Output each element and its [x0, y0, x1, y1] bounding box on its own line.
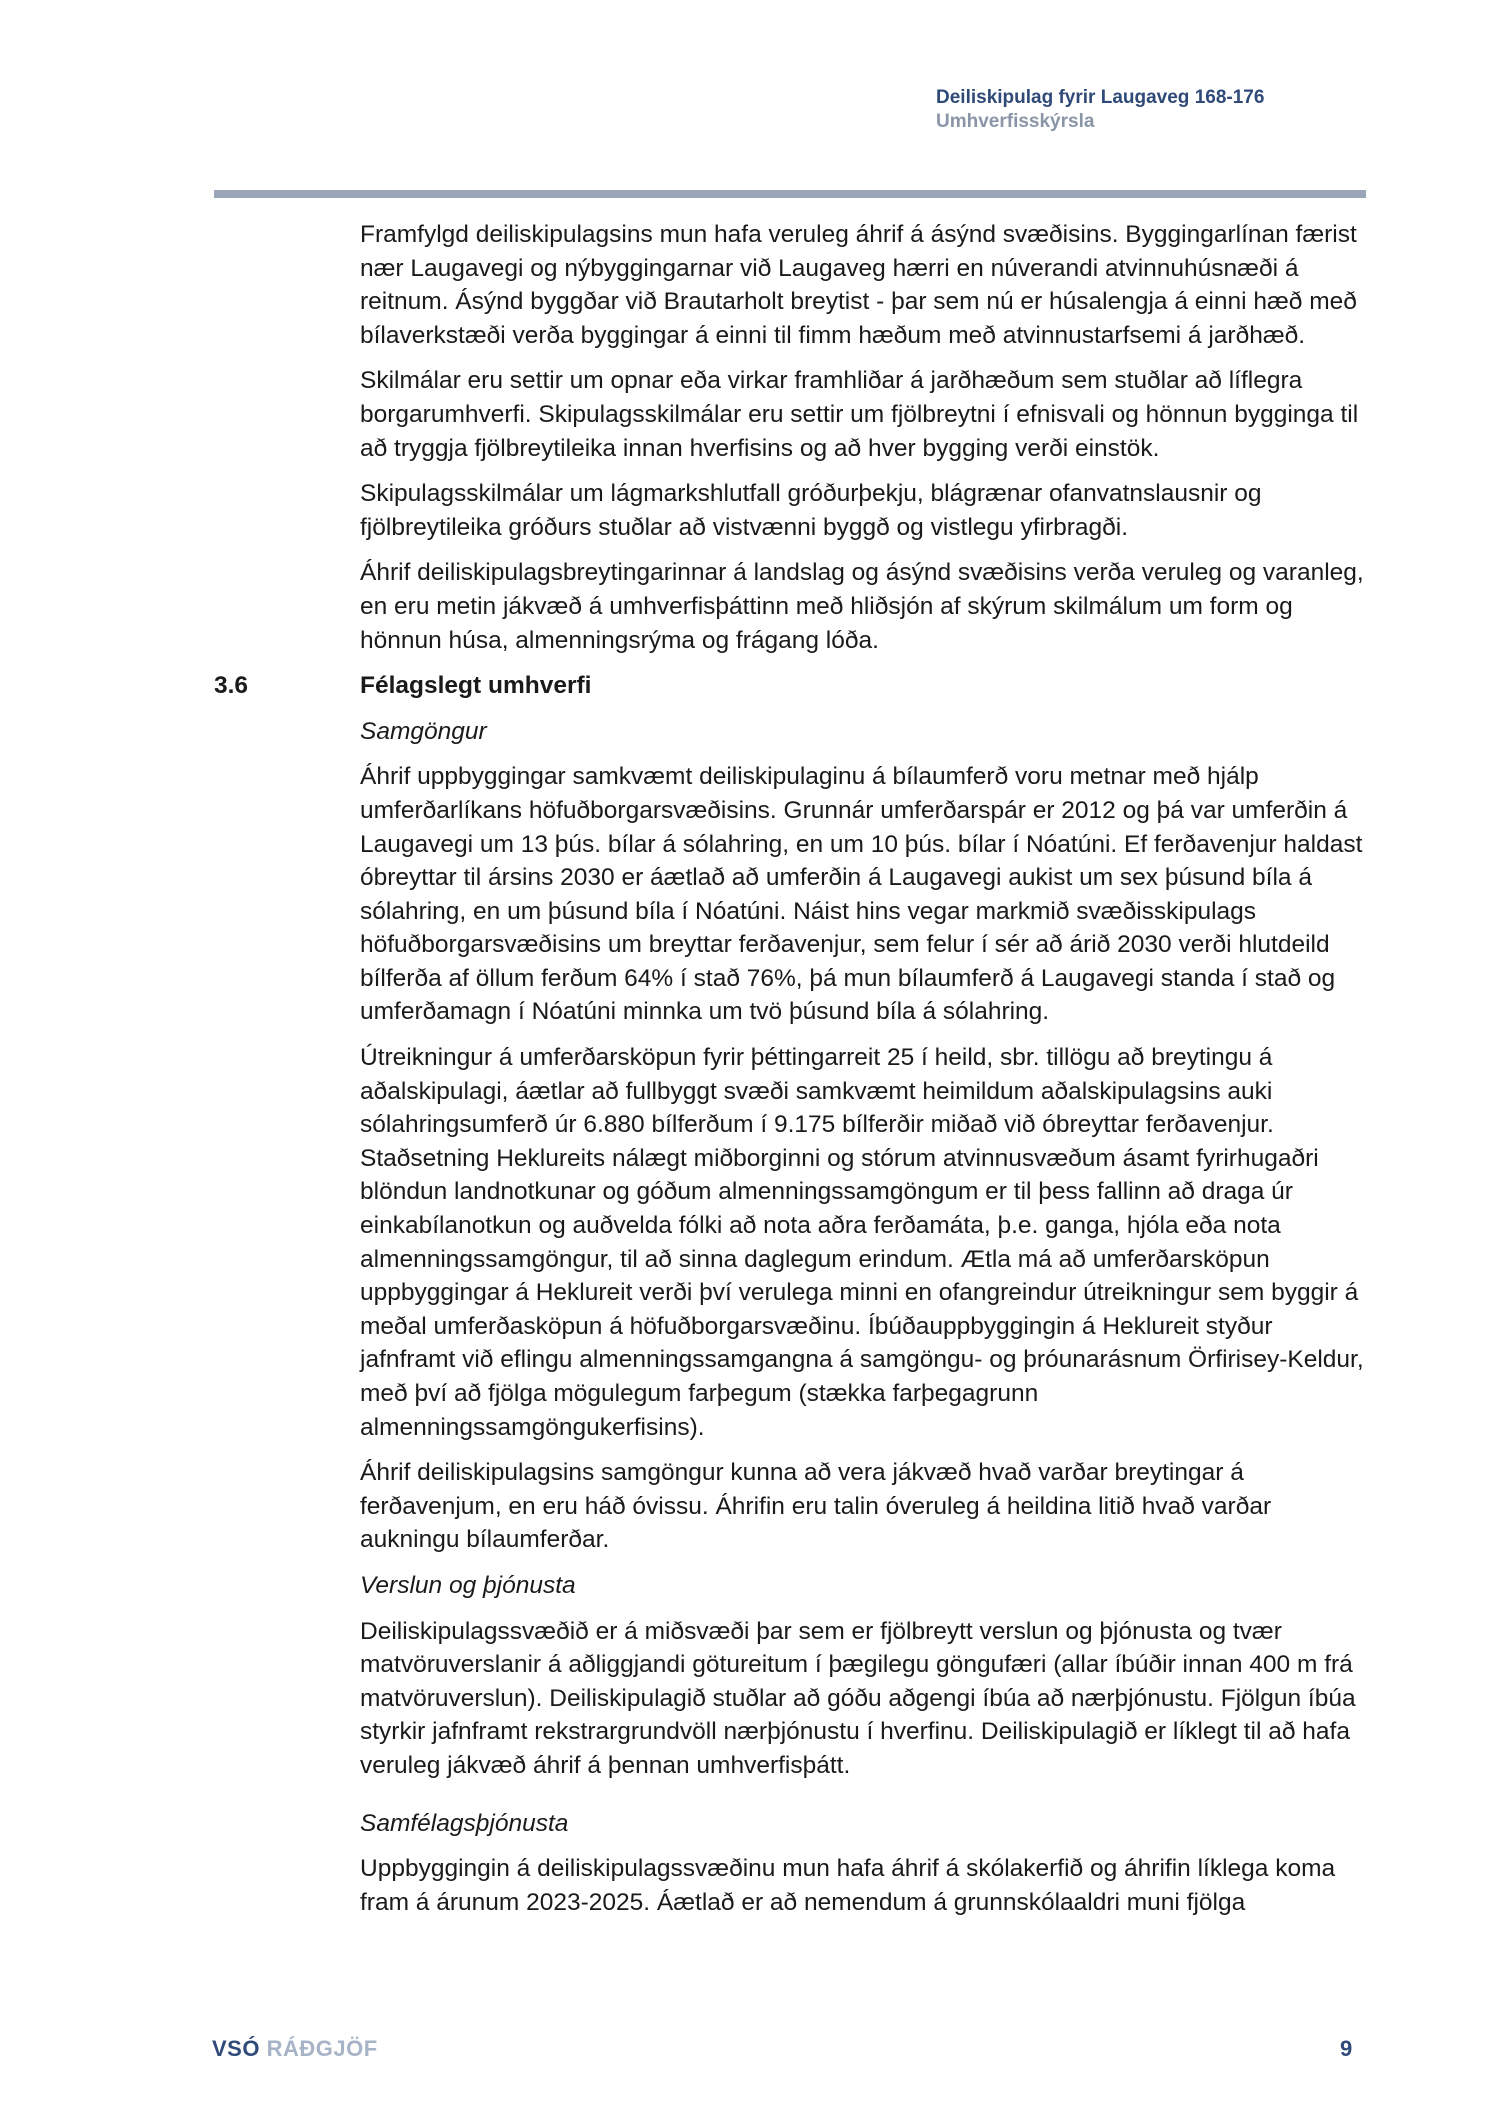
samfelag-paragraph: Uppbyggingin á deiliskipulagssvæðinu mun hafa áhrif á skólakerfið og áhrifin líklega koma fram á árunum 2023-2025. Áætlað er að nemendum á grunnskólaaldri muni fjölga [360, 1855, 1336, 1916]
section-title: Félagslegt umhverfi [360, 672, 592, 700]
company-logo [212, 2036, 378, 2062]
intro-paragraph-4: Áhrif deiliskipulagsbreytingarinnar á landslag og ásýnd svæðisins verða veruleg og varanleg, en eru metin jákvæð á umhverfisþáttinn með hliðsjón af skýrum skilmálum um form og hönnun húsa, almenningsrýma og frágang lóða. [360, 559, 1364, 654]
running-header [936, 86, 1356, 134]
page-number: 9 [1340, 2036, 1353, 2061]
samgongur-paragraph-3: Áhrif deiliskipulagsins samgöngur kunna að vera jákvæð hvað varðar breytingar á ferðavenjum, en eru háð óvissu. Áhrifin eru talin óveruleg á heildina litið hvað varðar aukningu bílaumferðar. [360, 1459, 1272, 1554]
intro-paragraph-3: Skipulagsskilmálar um lágmarkshlutfall gróðurþekju, blágrænar ofanvatnslausnir og fjölbreytileika gróðurs stuðlar að vistvænni byggð og vistlegu yfirbragði. [360, 480, 1262, 541]
subheading-samgongur: Samgöngur [360, 717, 487, 745]
header-subtitle: Umhverfisskýrsla [936, 111, 1095, 132]
logo-part-2: RÁÐGJÖF [266, 2036, 378, 2061]
verslun-paragraph: Deiliskipulagssvæðið er á miðsvæði þar sem er fjölbreytt verslun og þjónusta og tvær matvöruverslanir á aðliggjandi götureitum í þægilegu göngufæri (allar íbúðir innan 400 m frá matvöruverslun). Deiliskipulagið stuðlar að góðu aðgengi íbúa að nærþjónustu. Fjölgun íbúa styrkir jafnframt rekstrargrundvöll nærþjónustu í hverfinu. Deiliskipulagið er líklegt til að hafa veruleg jákvæð áhrif á þennan umhverfisþátt. [360, 1617, 1356, 1779]
section-3-6 [214, 669, 1370, 1919]
intro-paragraph-2: Skilmálar eru settir um opnar eða virkar framhliðar á jarðhæðum sem stuðlar að líflegra borgarumhverfi. Skipulagsskilmálar eru settir um fjölbreytni í efnisvali og hönnun bygginga til að tryggja fjölbreytileika innan hverfisins og að hver bygging verði einstök. [360, 367, 1359, 462]
intro-paragraph-1: Framfylgd deiliskipulagsins mun hafa veruleg áhrif á ásýnd svæðisins. Byggingarlínan færist nær Laugavegi og nýbyggingarnar við Laugaveg hærri en núverandi atvinnuhúsnæði á reitnum. Ásýnd byggðar við Brautarholt breytist - þar sem nú er húsalengja á einni hæð með bílaverkstæði verða byggingar á einni til fimm hæðum með atvinnustarfsemi á jarðhæð. [360, 221, 1357, 349]
subheading-samfelagsthjonusta: Samfélagsþjónusta [360, 1809, 569, 1837]
header-title: Deiliskipulag fyrir Laugaveg 168-176 [936, 87, 1265, 108]
samgongur-paragraph-2: Útreikningur á umferðarsköpun fyrir þéttingarreit 25 í heild, sbr. tillögu að breytingu á aðalskipulagi, áætlar að fullbyggt svæði samkvæmt heimildum aðalskipulagsins auki sólahringsumferð úr 6.880 bílferðum í 9.175 bílferðir miðað við óbreyttar ferðavenjur. Staðsetning Heklureits nálægt miðborginni og stórum atvinnusvæðum ásamt fyrirhugaðri blöndun landnotkunar og góðum almenningssamgöngum er til þess fallinn að draga úr einkabílanotkun og auðvelda fólki að nota aðra ferðamáta, þ.e. ganga, hjóla eða nota almenningssamgöngur, til að sinna daglegum erindum. Ætla má að umferðarsköpun uppbyggingar á Heklureit verði því verulega minni en ofangreindur útreikningur sem byggir á meðal umferðasköpun á höfuðborgarsvæðinu. Íbúðauppbyggingin á Heklureit styður jafnframt við eflingu almenningssamgangna á samgöngu- og þróunarásnum Örfirisey-Keldur, með því að fjölga mögulegum farþegum (stækka farþegagrunn almenningssamgöngukerfisins). [360, 1044, 1364, 1441]
logo-part-1: VSÓ [212, 2036, 260, 2061]
page-body [214, 218, 1370, 1931]
section-number: 3.6 [214, 672, 249, 700]
samgongur-paragraph-1: Áhrif uppbyggingar samkvæmt deiliskipulaginu á bílaumferð voru metnar með hjálp umferðarlíkans höfuðborgarsvæðisins. Grunnár umferðarspár er 2012 og þá var umferðin á Laugavegi um 13 þús. bílar á sólahring, en um 10 þús. bílar í Nóatúni. Ef ferðavenjur haldast óbreyttar til ársins 2030 er áætlað að umferðin á Laugavegi aukist um sex þúsund bíla á sólahring, en um þúsund bíla í Nóatúni. Náist hins vegar markmið svæðisskipulags höfuðborgarsvæðisins um breyttar ferðavenjur, sem felur í sér að árið 2030 verði hlutdeild bílferða af öllum ferðum 64% í stað 76%, þá mun bílaumferð á Laugavegi standa í stað og umferðamagn í Nóatúni minnka um tvö þúsund bíla á sólahring. [360, 763, 1363, 1026]
header-divider [214, 190, 1366, 198]
subheading-verslun: Verslun og þjónusta [360, 1571, 576, 1599]
